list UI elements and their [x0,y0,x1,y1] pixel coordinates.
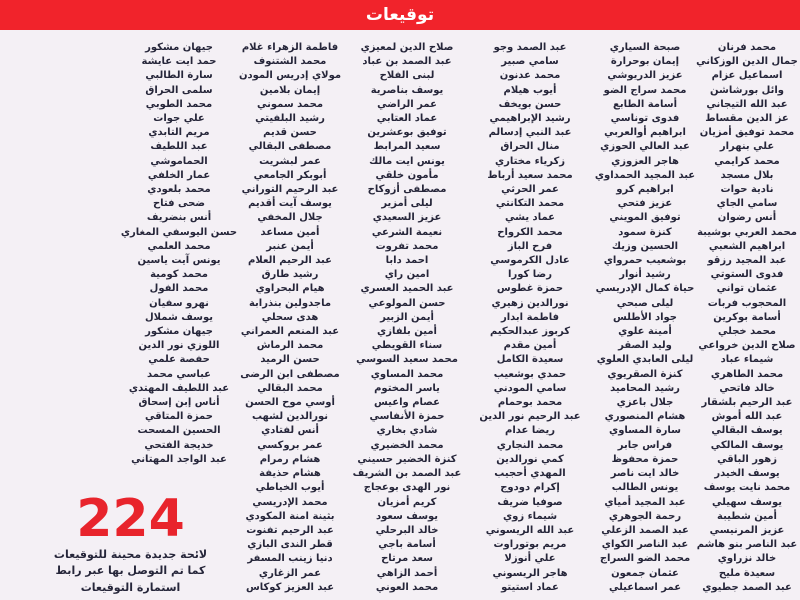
signature-name: جيهان مشكور [145,326,213,338]
signature-name: يوسف سعود [375,510,439,522]
signature-name: محمد تفروت [375,240,439,252]
signature-name: عبد الناصر الكواي [601,539,689,551]
summary-line-3: استمارة التوقيعات [80,580,181,594]
signature-column-1 [696,41,798,600]
signature-name: خالد ايت ناصر [610,468,680,480]
signature-name: حمزة محفوظ [611,453,679,465]
signature-name: توفيق المويني [609,212,681,224]
signature-name: عبد الحميد العسري [360,283,454,295]
signature-count: 224 [76,489,185,549]
signature-name: احمد دابا [385,255,429,267]
signature-name: يوسف شملال [144,311,214,323]
signature-name: أسامة باجي [378,539,436,551]
signature-name: يونس الطالب [611,482,679,494]
signature-name: هيام البحراوي [255,283,325,295]
signature-name: مأمون خلقي [375,169,439,181]
signature-name: المهدي أحجيب [494,468,566,480]
signature-name: سعد مرتاح [381,553,433,565]
signature-name: محمد التكانتي [495,198,565,210]
signature-name: أمين مساعد [260,226,320,238]
signature-name: سارة الطالبي [145,70,213,82]
signature-name: نور الهدى بوعجاج [363,482,451,494]
signature-name: منال الحراق [500,141,560,153]
signature-name: عمر الراضي [377,98,437,110]
signature-name: يوسف المالكي [710,439,784,451]
signature-name: محمد الخضيري [370,439,444,451]
signature-name: رشيد المحاميد [610,382,680,394]
signature-name: يوسف بناصرية [370,84,444,96]
signature-name: يوسف البقالي [711,425,783,437]
signature-name: عماد العتابي [376,113,438,125]
signature-name: محمد سراج الضو [603,84,687,96]
signature-name: عبد الرحيم العلام [248,255,332,267]
signature-name: مصطفى البقالي [248,141,332,153]
signature-name: محمد النجاري [496,439,564,451]
signature-name: محمد بلعودي [147,184,211,196]
signature-name: ليلى أمزير [381,198,433,210]
signature-name: عباسي محمد [147,368,211,380]
signature-name: محمد بوحمام [497,397,563,409]
header-bar [0,0,800,30]
signature-name: عبد الله التيجاني [706,98,788,110]
signature-name: سلمى الحراق [145,84,213,96]
signature-name: رشيد أنوار [619,269,671,281]
signature-name: محمد الشتنوف [253,56,327,68]
signature-name: بوشعيب حمرواي [603,255,687,267]
signature-name: الحسين المسحت [137,425,221,437]
signature-name: عزيز المرنيسي [709,524,785,536]
signature-name: اسماعيل عزام [711,70,783,82]
signature-name: سعيدة الكامل [496,354,564,366]
signature-name: عزيز فتحي [617,198,673,210]
signature-name: شيماء عباد [720,354,774,366]
signature-name: قطر الندى البازي [247,539,333,551]
signature-name: فدوى توناسي [610,113,680,125]
signature-name: نورالدين لشهب [251,411,329,423]
signature-name: صوفيا ضريف [497,496,563,508]
signature-name: أيوب الخياطي [255,482,325,494]
signature-name: عماد استيتو [501,581,559,593]
signature-name: إيمان بوحرارة [610,56,680,68]
signature-name: مصطفى أزوكاح [367,184,447,196]
signature-name: يوسف سهيلي [712,496,782,508]
signature-name: جمال الدين الوزكاني [696,56,798,68]
signature-name: حمزة غطوس [496,283,564,295]
signature-name: محمد توفيق أمزيان [699,127,795,139]
signature-name: أيمن عنبر [266,240,314,252]
signature-name: عبد المجيد الحمداوي [594,169,696,181]
signature-name: رحمة الجوهري [608,510,682,522]
signature-name: عبد النبي إدسالم [488,127,572,139]
signature-name: فدوى الستوتي [710,269,784,281]
signature-column-2 [594,41,696,600]
signature-name: حمد ايت عايشة [141,56,217,68]
signature-name: عمر الحرثي [501,184,559,196]
signature-name: سناء القويطي [371,340,443,352]
signature-name: عبد الرحيم تفنوت [246,524,334,536]
signature-name: زهور الباقي [717,453,777,465]
signature-name: أنس بنضريف [146,212,212,224]
signature-name: حسن قديم [263,127,317,139]
signature-name: كنزة الخضير حسيني [357,453,457,465]
signature-name: حفصة علمي [148,354,210,366]
signature-name: أسامة الطابع [612,98,678,110]
signature-name: كنزة الصقريوي [607,368,683,380]
signature-name: عبد الصمد جطيوي [702,581,792,593]
signature-name: عثمان تواني [716,283,778,295]
summary-block [28,489,233,596]
signature-name: يونس آيت ياسين [137,255,221,267]
signature-name: جلال باعزي [616,397,674,409]
signature-name: عبد الواجد المهتاني [131,453,227,465]
signature-name: أيمن الزبير [380,311,434,323]
signature-name: نعيمة الشرعي [371,226,443,238]
signature-name: رشيد طارق [261,269,319,281]
signature-name: عز الدين مقساط [705,113,789,125]
signature-name: أمين مقدم [503,340,557,352]
signature-name: بلال مسجد [720,169,774,181]
signature-name: حسن بويخف [498,98,562,110]
signature-name: سامي صبير [501,56,559,68]
signature-name: أيوب هيلام [503,84,557,96]
signature-name: محمد سموني [256,98,324,110]
signature-name: ريضا عدام [505,425,555,437]
signature-name: عبد الرحيم بلشقار [701,397,793,409]
summary-line-2: كما تم التوصل بها عبر رابط [55,564,206,578]
signature-name: عبد اللطيف [150,141,208,153]
signature-name: عزيز السعيدي [372,212,442,224]
signature-name: محمد سعيد السوسي [356,354,458,366]
signature-name: محمد الإدريسي [252,496,328,508]
signature-name: إكرام دودوج [500,482,560,494]
signature-name: فراس جابر [617,439,673,451]
signature-name: توفيق بوعشرين [367,127,447,139]
signature-name: دنيا زينب المسفر [247,553,333,565]
signature-name: محمد كرايمي [714,155,780,167]
signature-name: عبد المجيد رزقو [707,255,787,267]
signature-name: محمد الرماش [256,340,324,352]
signature-name: عبد الله الريسوني [485,524,575,536]
signature-name: عمار الخلفي [147,169,211,181]
signature-name: عمر لبشريت [259,155,321,167]
signature-name: ليلى صبحي [616,297,674,309]
signature-name: سارة المساوي [609,425,681,437]
signature-name: شيماء زوي [502,510,558,522]
signature-name: عبد الصمد الزعلي [601,524,689,536]
signature-name: جواد الأطلس [612,311,678,323]
signature-name: عماد يشي [505,212,555,224]
signature-name: أمين بلفازي [377,326,437,338]
signature-name: هشام حذيفة [259,468,321,480]
signature-name: مولاي إدريس المودن [238,70,342,82]
signature-name: عبد المجيد أمياي [604,496,686,508]
signature-name: محمد العوني [375,581,439,593]
page-title: توقيعات [365,5,435,25]
signature-name: الحماموشي [150,155,208,167]
signature-name: عبد الرحيم نور الدين [479,411,581,423]
signature-name: شادي بخاري [376,425,438,437]
signature-name: محمد نايت يوسف [703,482,791,494]
signature-name: علي أنوزلا [504,553,556,565]
signature-name: سامي الجاي [716,198,778,210]
signature-name: مريم بوتوراوت [493,539,567,551]
signature-name: أبوبكر الجامعي [253,169,327,181]
signature-name: سعيد المرابط [373,141,441,153]
signature-name: ابراهيم كرو [616,184,674,196]
signature-name: عزيز الدريوشي [607,70,683,82]
signature-name: محمد الفول [149,283,209,295]
signature-name: محمد الضو السراج [599,553,691,565]
signature-name: عبد العالي الحوزي [600,141,690,153]
signature-name: أناس إبن إسحاق [138,397,220,409]
signature-name: محمد الطوبي [145,98,213,110]
signature-name: هدى سحلي [261,311,319,323]
summary-line-1: لائحة جديدة محينة للتوقيعات [53,547,208,561]
signature-name: كريم أمزيان [377,496,437,508]
signature-name: عصام واعيس [374,397,440,409]
signature-name: هشام المنصوري [604,411,686,423]
signature-name: محمد كومية [150,269,208,281]
signature-name: خالد فاتحي [719,382,775,394]
signature-name: محمد العربي بوشيبة [697,226,797,238]
signature-name: الحسين وزيك [611,240,679,252]
signature-column-5 [232,41,348,600]
signature-name: رشيد الإبراهيمي [489,113,571,125]
signature-name: محمد الكرواح [497,226,563,238]
signature-name: صبحة السياري [609,42,681,53]
signature-name: سعيدة مليح [718,567,776,579]
signature-name: يوسف آيت أقديم [248,198,332,210]
signature-name: فاطمة ابدار [500,311,560,323]
signature-name: بثينة امنة المكودي [245,510,335,522]
signature-name: عثمان جمعون [611,567,679,579]
signature-name: هاجر العزوزي [611,155,679,167]
signature-name: حسن الرميد [260,354,320,366]
signature-name: عمر الزغاري [258,567,322,579]
signature-name: كنزة سمود [618,226,672,238]
signature-name: عبد اللطيف المهتدي [128,382,230,394]
signature-name: نهرو سفيان [149,297,209,309]
signature-name: فرح الباز [507,240,553,252]
signature-name: محمد الطاهري [710,368,784,380]
signature-name: خالد البرحلي [375,524,439,536]
signature-name: كمي نورالدين [496,453,564,465]
signature-name: محمد عدنون [499,70,561,82]
signature-name: المحجوب فربات [707,297,787,309]
signature-name: محمد فرنان [717,42,777,53]
signature-name: لبنى الفلاح [379,70,435,82]
signature-name: هاجر الريسوني [492,567,568,579]
signature-name: حمدي بوشعيب [493,368,567,380]
signature-name: عبد الصمد وجو [493,42,567,53]
signature-name: يونس ايت مالك [369,155,445,167]
signature-name: أسامة بوكرين [713,311,781,323]
signature-name: وائل بورشاشن [710,84,785,96]
signature-name: صلاح الدين لمعيزي [360,42,454,53]
signature-name: حسن اليوسفي المغاري [120,226,238,238]
signature-name: عمر اسماعيلي [608,581,682,593]
signature-name: عبد العزيز كوكاس [245,581,335,593]
signature-name: عبد الرحيم التوراني [241,184,339,196]
signature-name: عبد الصمد بن عباد [362,56,452,68]
signature-name: يوسف الخيدر [714,468,780,480]
signature-name: أمينة علوي [618,326,672,338]
signature-name: حسن المولوعي [368,297,446,309]
signature-name: امين راي [384,269,430,281]
signature-name: وليد الصقر [618,340,672,352]
signature-name: ابراهيم الشعبي [708,240,786,252]
signature-name: محمد المساوي [370,368,444,380]
signature-name: اللوزي نور الدين [138,340,220,352]
signature-name: هشام رمرام [259,453,321,465]
signature-name: أوسي موح الحسن [245,397,335,409]
signature-name: ياسر المختوم [374,382,440,394]
signature-name: مريم التابدي [148,127,210,139]
signature-name: محمد خجلي [718,326,776,338]
signature-name: مصطفى ابن الرضى [240,368,340,380]
signature-name: محمد سعيد أرباط [487,169,573,181]
signature-name: ماجدولين بنذرابة [248,297,332,309]
signature-name: إيمان بلامين [259,84,321,96]
signature-name: صلاح الدين خرواعي [698,340,796,352]
signature-name: فاطمة الزهراء غلام [241,42,339,53]
signature-name: علي بنهرار [719,141,775,153]
signature-name: جلال المخفي [257,212,323,224]
signature-name: سامي المودني [493,382,567,394]
signature-name: ابراهيم أوالعربي [604,127,686,139]
signature-name: نادية حوات [720,184,774,196]
signature-name: جيهان مشكور [145,42,213,53]
signature-name: محمد البقالي [257,382,323,394]
signature-name: ليلى العابدي العلوي [596,354,694,366]
signature-name: حياة كمال الإدريسي [595,283,695,295]
signature-column-3 [466,41,594,600]
signature-name: رضا كورا [508,269,552,281]
signature-name: كربوز عبدالحكيم [489,326,571,338]
signature-name: رشيد البلفيتي [255,113,325,125]
signature-name: أحمد الزاهي [376,567,438,579]
signature-name: عبد المنعم العمراني [240,326,340,338]
signature-name: حمزة الأنفاسي [369,411,445,423]
signature-name: عمر بروكسي [257,439,323,451]
signature-name: خالد نزراوي [717,553,777,565]
signature-name: أمين شطيبة [717,510,777,522]
signature-name: عبد الناصر بنو هاشم [696,539,798,551]
signature-name: علي جوات [153,113,205,125]
signature-name: عادل الكرموسي [490,255,570,267]
signature-name: أنس لفتادي [261,425,319,437]
signature-name: ضحى فتاح [152,198,206,210]
signature-name: حمزة المتاقي [145,411,213,423]
signature-name: محمد العلمي [147,240,211,252]
signature-name: زكرياء مختاري [494,155,566,167]
signature-name: عبد الله أموش [711,411,783,423]
signature-name: خديجة الفتحي [144,439,214,451]
signature-name: أنس رضوان [717,212,777,224]
signature-name: عبد الصمد بن الشريف [352,468,462,480]
signature-name: نورالدين زهيري [491,297,569,309]
signature-column-4 [348,41,466,600]
